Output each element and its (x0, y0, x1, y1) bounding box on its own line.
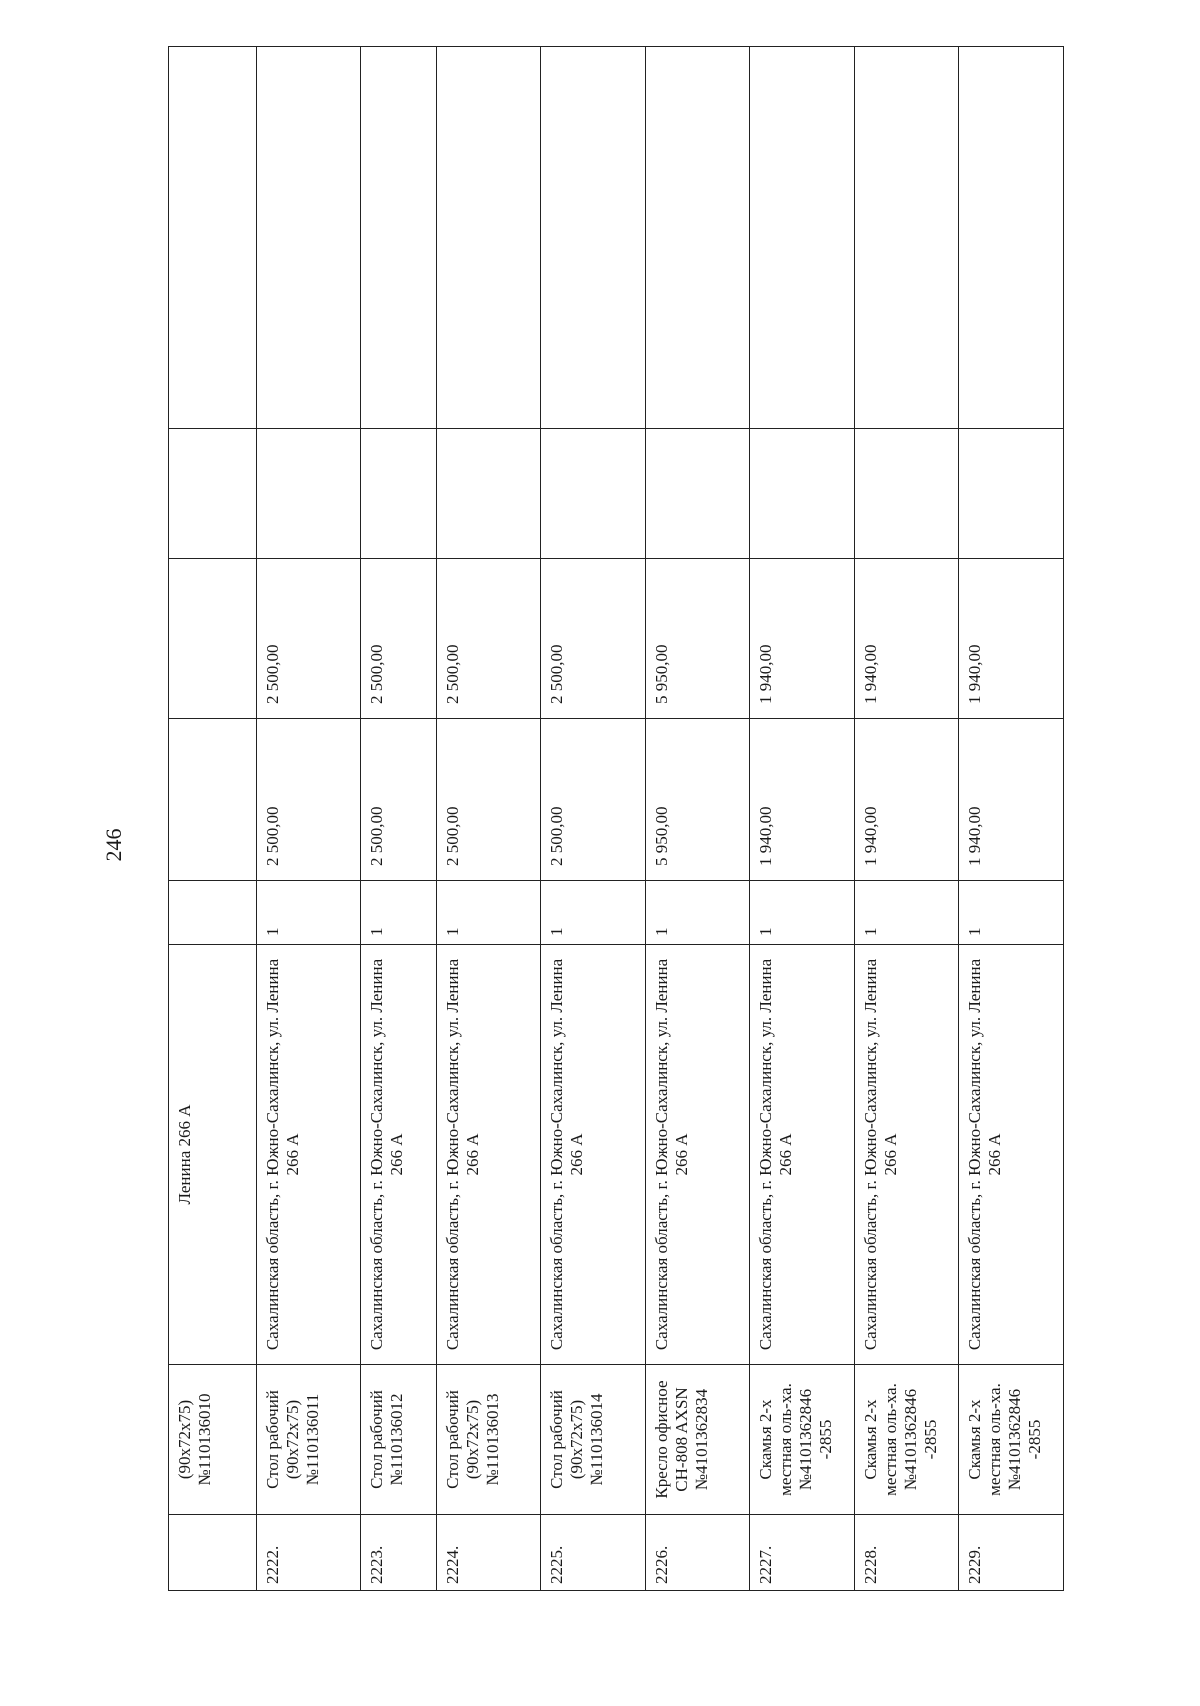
page-number: 246 (101, 828, 126, 862)
table-row (854, 47, 959, 1591)
cell-address: Сахалинская область, г. Южно-Сахалинск, ул. Ленина 266 А (361, 945, 437, 1365)
cell-empty-b (959, 47, 1064, 429)
cell-name: Скамья 2-х местная оль-ха.№4101362846 -2855 (959, 1365, 1064, 1515)
cell-empty-b (541, 47, 646, 429)
cell-qty: 1 (645, 881, 750, 945)
cell-num: 2224. (436, 1515, 541, 1591)
cell-value: 1 940,00 (750, 559, 855, 719)
cell-address: Сахалинская область, г. Южно-Сахалинск, ул. Ленина 266 А (541, 945, 646, 1365)
cell-qty: 1 (750, 881, 855, 945)
cell-price: 2 500,00 (361, 719, 437, 881)
cell-empty-a (541, 429, 646, 559)
cell-empty-a (854, 429, 959, 559)
cell-num: 2227. (750, 1515, 855, 1591)
inventory-table-wrapper (168, 47, 1064, 1591)
cell-price: 2 500,00 (436, 719, 541, 881)
cell-qty: 1 (959, 881, 1064, 945)
cell-num: 2222. (256, 1515, 361, 1591)
table-row-continuation (169, 47, 257, 1591)
cell-empty-b (169, 47, 257, 429)
cell-name (169, 1365, 257, 1515)
cell-value: 2 500,00 (436, 559, 541, 719)
table-row (541, 47, 646, 1591)
cell-name: Скамья 2-х местная оль-ха.№4101362846 -2855 (750, 1365, 855, 1515)
cell-empty-a (169, 429, 257, 559)
cell-qty: 1 (256, 881, 361, 945)
inventory-table (168, 46, 1064, 1591)
cell-value: 2 500,00 (361, 559, 437, 719)
cell-address: Сахалинская область, г. Южно-Сахалинск, ул. Ленина 266 А (256, 945, 361, 1365)
cell-value: 1 940,00 (959, 559, 1064, 719)
cell-value: 2 500,00 (541, 559, 646, 719)
cell-empty-b (750, 47, 855, 429)
cell-address: Сахалинская область, г. Южно-Сахалинск, ул. Ленина 266 А (854, 945, 959, 1365)
table-row (645, 47, 750, 1591)
cell-name: Стол рабочий (90x72x75) №110136014 (541, 1365, 646, 1515)
table-row (436, 47, 541, 1591)
cell-empty-b (436, 47, 541, 429)
cell-address: Сахалинская область, г. Южно-Сахалинск, ул. Ленина 266 А (750, 945, 855, 1365)
cell-name: Кресло офисное CH-808 AXSN №4101362834 (645, 1365, 750, 1515)
table-row (361, 47, 437, 1591)
cell-num (169, 1515, 257, 1591)
cell-empty-b (645, 47, 750, 429)
cell-qty: 1 (854, 881, 959, 945)
cell-name: Скамья 2-х местная оль-ха.№4101362846 -2855 (854, 1365, 959, 1515)
cell-num: 2223. (361, 1515, 437, 1591)
cell-num: 2229. (959, 1515, 1064, 1591)
cell-price: 1 940,00 (750, 719, 855, 881)
cell-name: Стол рабочий (90x72x75) №110136013 (436, 1365, 541, 1515)
cell-value: 5 950,00 (645, 559, 750, 719)
cell-num: 2225. (541, 1515, 646, 1591)
cell-value: 2 500,00 (256, 559, 361, 719)
cell-address: Ленина 266 А (169, 945, 257, 1365)
table-row (959, 47, 1064, 1591)
cell-name: Стол рабочий №110136012 (361, 1365, 437, 1515)
cell-price (169, 719, 257, 881)
cell-price: 5 950,00 (645, 719, 750, 881)
cell-empty-a (256, 429, 361, 559)
cell-name-text: (90x72x75) №110136010 (175, 1393, 214, 1486)
cell-empty-b (361, 47, 437, 429)
cell-address: Сахалинская область, г. Южно-Сахалинск, ул. Ленина 266 А (645, 945, 750, 1365)
cell-address: Сахалинская область, г. Южно-Сахалинск, ул. Ленина 266 А (436, 945, 541, 1365)
cell-qty (169, 881, 257, 945)
cell-empty-a (645, 429, 750, 559)
cell-empty-b (256, 47, 361, 429)
cell-qty: 1 (361, 881, 437, 945)
cell-num: 2228. (854, 1515, 959, 1591)
table-row (750, 47, 855, 1591)
cell-empty-a (436, 429, 541, 559)
cell-empty-a (361, 429, 437, 559)
cell-price: 2 500,00 (541, 719, 646, 881)
cell-price: 2 500,00 (256, 719, 361, 881)
cell-empty-b (854, 47, 959, 429)
cell-price: 1 940,00 (854, 719, 959, 881)
cell-value: 1 940,00 (854, 559, 959, 719)
cell-qty: 1 (541, 881, 646, 945)
table-row (256, 47, 361, 1591)
cell-name: Стол рабочий (90x72x75) №110136011 (256, 1365, 361, 1515)
cell-value (169, 559, 257, 719)
cell-empty-a (959, 429, 1064, 559)
cell-empty-a (750, 429, 855, 559)
cell-num: 2226. (645, 1515, 750, 1591)
cell-address: Сахалинская область, г. Южно-Сахалинск, ул. Ленина 266 А (959, 945, 1064, 1365)
cell-qty: 1 (436, 881, 541, 945)
cell-price: 1 940,00 (959, 719, 1064, 881)
